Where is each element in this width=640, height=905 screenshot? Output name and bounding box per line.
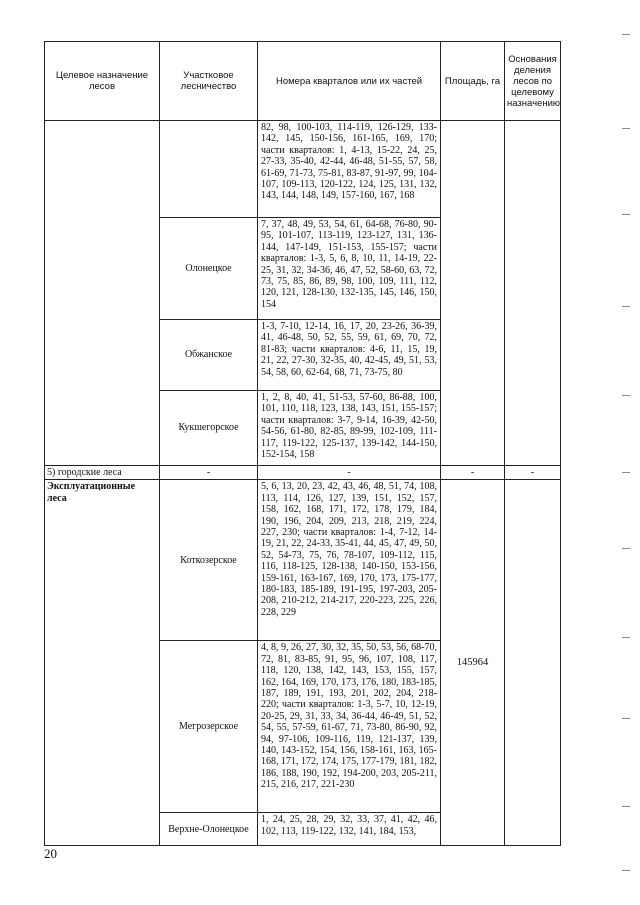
dash-cell: - [505,466,561,480]
quarters-cell: 5, 6, 13, 20, 23, 42, 43, 46, 48, 51, 74, 108, 113, 114, 126, 127, 139, 151, 152, 157, 158, 162, 168, 171, 172, 178, 179, 184, 190, 196, 204, 209, 213, 218, 219, 224, 227, 230; части кварталов: 1-4, 7-12, 14-19, 21, 22, 24-33, 35-41, 44, 45, 47, 49, 50, 52, 54-73, 75, 76, 78-107, 109-112, 115, 116, 118-125, 128-138, 140-150, 153-156, 159-161, 163-167, 169, 170, 173, 175-177, 180-183, 185-189, 191-195, 197-203, 205-208, 210-212, 214-217, 220-223, 225, 226, 228, 229 [258,480,441,641]
header-basis: Основания деления лесов по целевому назначению [505,42,561,121]
forestry-kukshegorskoe: Кукшегорское [160,391,258,466]
purpose-cell-empty [45,121,160,466]
quarters-cell: 82, 98, 100-103, 114-119, 126-129, 133-142, 145, 150-156, 161-165, 169, 170; части кварталов: 1, 4-13, 15-22, 24, 25, 27-33, 35-40, 42-44, 46-48, 51-55, 57, 58, 61-69, 71-73, 75-81, 83-87, 91-97, 99, 104-107, 109-113, 120-122, 124, 125, 131, 132, 143, 144, 148, 149, 157-160, 167, 168 [258,121,441,218]
page-number: 20 [44,846,57,861]
table-header-row [45,42,561,121]
forest-purpose-table [44,41,561,846]
scan-edge-mark [622,718,630,719]
scan-edge-mark [622,128,630,129]
area-value: 145964 [441,480,505,846]
header-purpose: Целевое назначение лесов [45,42,160,121]
purpose-exploitation: Эксплуатационные леса [45,480,160,846]
table-row [45,480,561,641]
forestry-cell-empty [160,121,258,218]
forestry-obzhanskoe: Обжанское [160,320,258,391]
scan-edge-mark [622,806,630,807]
quarters-cell: 4, 8, 9, 26, 27, 30, 32, 35, 50, 53, 56, 68-70, 72, 81, 83-85, 91, 95, 96, 107, 108, 117, 118, 120, 138, 142, 143, 153, 155, 157, 162, 164, 169, 170, 173, 176, 180, 183-185, 187, 189, 191, 193, 201, 202, 204, 218-220; части кварталов: 1-3, 5-7, 10, 12-19, 20-25, 29, 31, 33, 34, 36-44, 46-49, 51, 52, 54, 55, 57-59, 61-67, 71, 73-80, 86-90, 92, 94, 97-106, 109-116, 119, 121-137, 139, 140, 143-152, 154, 156, 158-161, 163, 165-168, 171, 172, 174, 175, 177-179, 181, 182, 186, 188, 190, 192, 194-200, 203, 205-211, 215, 216, 217, 221-230 [258,641,441,813]
scan-edge-mark [622,548,630,549]
dash-cell: - [441,466,505,480]
purpose-city-forests: 5) городские леса [45,466,160,480]
quarters-cell: 7, 37, 48, 49, 53, 54, 61, 64-68, 76-80, 90-95, 101-107, 113-119, 123-127, 131, 136-144, 147-149, 151-153, 155-157; части кварталов: 1-3, 5, 6, 8, 10, 11, 14-19, 22-25, 31, 32, 34-36, 46, 47, 52, 58-60, 63, 72, 73, 75, 85, 86, 89, 98, 100, 109, 111, 112, 120, 121, 128-130, 132-135, 145, 146, 150, 154 [258,218,441,320]
forestry-kotkozerskoe: Коткозерское [160,480,258,641]
scan-edge-mark [622,395,630,396]
basis-cell-empty [505,480,561,846]
dash-cell: - [258,466,441,480]
quarters-cell: 1-3, 7-10, 12-14, 16, 17, 20, 23-26, 36-39, 41, 46-48, 50, 52, 55, 59, 61, 69, 70, 72, 81-83; части кварталов: 4-6, 11, 15, 19, 21, 22, 27-30, 32-35, 40, 42-45, 49, 51, 53, 54, 58, 60, 62-64, 68, 71, 73-75, 80 [258,320,441,391]
table-row [45,121,561,218]
scan-edge-mark [622,34,630,35]
header-area: Площадь, га [441,42,505,121]
scan-edge-mark [622,472,630,473]
scan-edge-mark [622,214,630,215]
forestry-verkhne-olonetskoe: Верхне-Олонецкое [160,813,258,846]
forestry-olonets: Олонецкое [160,218,258,320]
basis-cell-empty [505,121,561,466]
scan-edge-mark [622,870,630,871]
area-cell-empty [441,121,505,466]
scan-edge-mark [622,637,630,638]
forestry-megrozerskoe: Мегрозерское [160,641,258,813]
quarters-cell: 1, 2, 8, 40, 41, 51-53, 57-60, 86-88, 100, 101, 110, 118, 123, 138, 143, 151, 155-157; части кварталов: 3-7, 9-14, 16-39, 42-50, 54-56, 61-80, 82-85, 89-99, 102-109, 111-117, 119-122, 125-137, 139-142, 144-150, 152-154, 158 [258,391,441,466]
table-row [45,466,561,480]
scan-edge-mark [622,306,630,307]
header-forestry: Участковое лесничество [160,42,258,121]
header-quarters: Номера кварталов или их частей [258,42,441,121]
quarters-cell: 1, 24, 25, 28, 29, 32, 33, 37, 41, 42, 46, 102, 113, 119-122, 132, 141, 184, 153, [258,813,441,846]
dash-cell: - [160,466,258,480]
